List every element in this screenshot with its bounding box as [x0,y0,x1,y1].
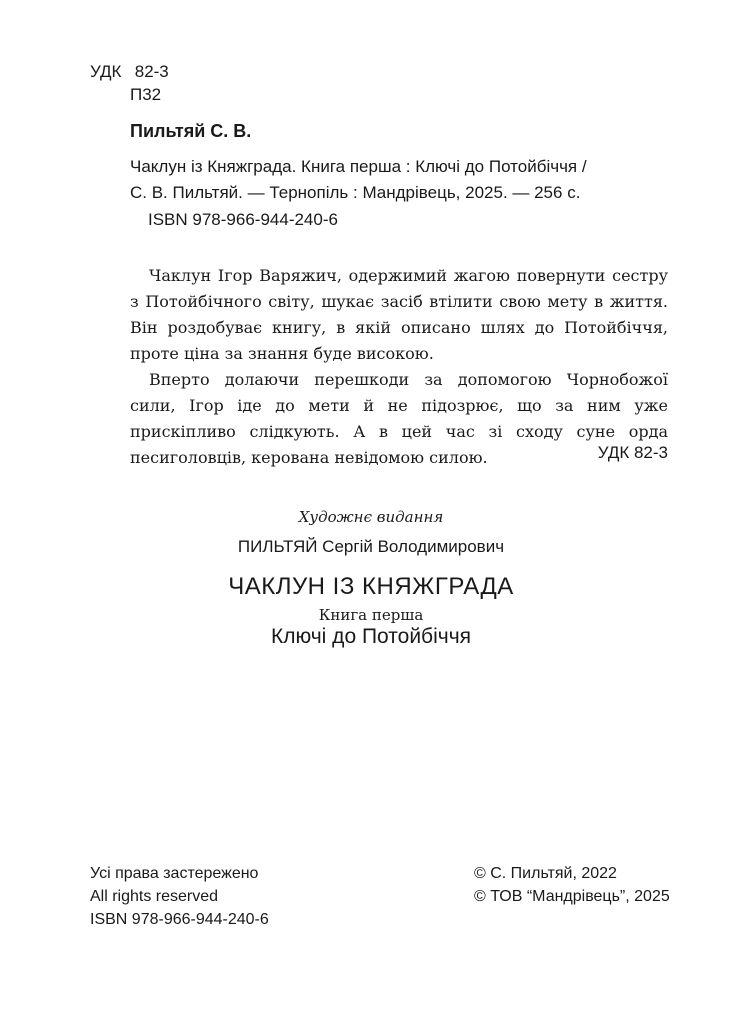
rights-reserved-ua: Усі права застережено [90,865,259,882]
copyright-publisher: © ТОВ “Мандрівець”, 2025 [474,888,670,905]
rights-block [90,862,269,931]
copyright-author: © С. Пильтяй, 2022 [474,865,617,882]
udk-classification [90,62,169,82]
annotation [130,263,668,471]
bibliographic-description-line-2: С. В. Пильтяй. — Тернопіль : Мандрівець, 2025. — 256 с. [130,183,581,202]
copyright-block [474,862,670,908]
udk-label: УДК [90,62,122,81]
genre-label: Художнє видання [298,508,444,526]
footer-isbn: ISBN 978-966-944-240-6 [90,911,269,928]
book-title: ЧАКЛУН ІЗ КНЯЖГРАДА [228,573,514,600]
annotation-paragraph-2: Вперто долаючи перешкоди за допомогою Чорнобожої сили, Ігор іде до мети й не підозрює, що за ним уже прискіпливо слідкують. А в цей час зі сходу суне орда песиголовців, керована невідомою силою. [130,370,668,467]
rights-reserved-en: All rights reserved [90,888,219,905]
author-full-name: ПИЛЬТЯЙ Сергій Володимирович [237,537,505,556]
bibliographic-description-line-1: Чаклун із Княжграда. Книга перша : Ключі до Потойбіччя / [130,157,587,176]
annotation-udk: УДК 82-3 [597,443,668,462]
annotation-paragraph-1: Чаклун Ігор Варяжич, одержимий жагою повернути сестру з Потойбічного світу, шукає засіб втілити свою мету в життя. Він роздобуває книгу, в якій описано шлях до Потойбіччя, проте ціна за знання буде високою. [130,266,668,363]
isbn-entry: ISBN 978-966-944-240-6 [148,210,338,229]
author-heading: Пильтяй С. В. [130,121,252,141]
author-mark: П32 [130,85,162,104]
book-subtitle: Ключі до Потойбіччя [270,625,472,648]
book-number: Книга перша [318,606,424,624]
udk-code: 82-3 [134,62,169,81]
